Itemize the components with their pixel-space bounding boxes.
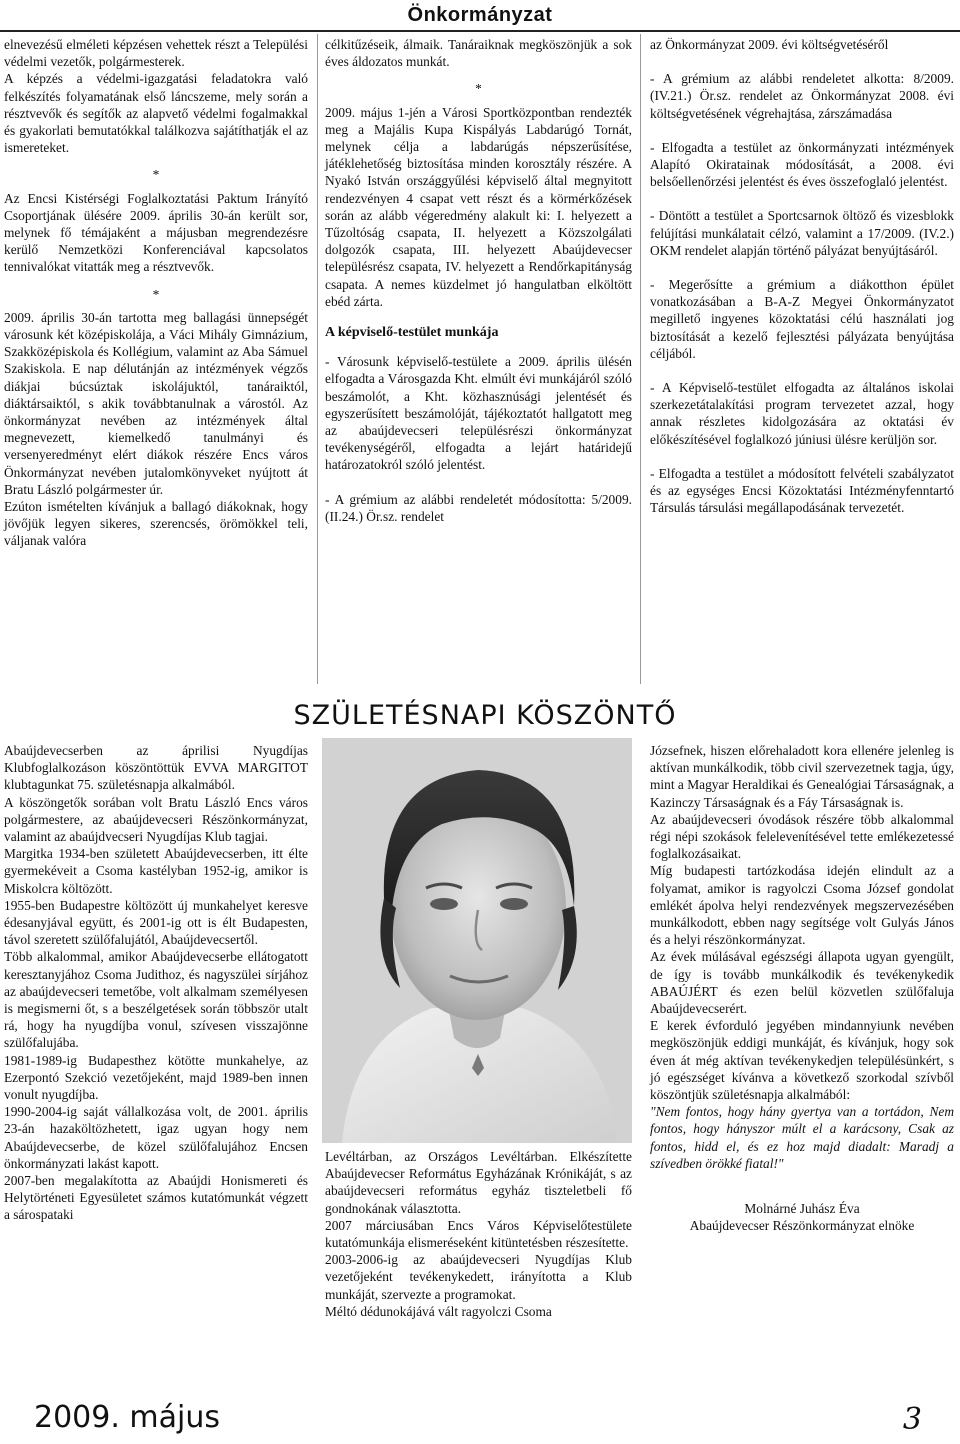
paragraph: az Önkormányzat 2009. évi költségvetéséről	[650, 37, 889, 52]
birthday-poem-quote: "Nem fontos, hogy hány gyertya van a tortádon, Nem fontos, hogy hányszor múlt el a karácsony, Csak az fontos, hidd el, és ez hoz majd diadalt: Maradj a szívedben örökké fiatal!"	[650, 1104, 954, 1171]
paragraph: 2007 márciusában Encs Város Képviselőtestülete kutatómunkája elismeréseként kitüntetésben részesítette.	[325, 1217, 632, 1251]
paragraph: 2003-2006-ig az abaújdevecseri Nyugdíjas Klub vezetőjeként tevékenykedett, irányította a Klub munkáját, szervezte a programokat.	[325, 1252, 632, 1302]
issue-date: 2009. május	[34, 1400, 221, 1435]
paragraph: 2009. április 30-án tartotta meg ballagási ünnepségét városunk két középiskolája, a Váci Mihály Gimnázium, Szakközépiskola és Kollégium, valamint az Aba Sámuel Szakiskola. E nap délutánján az intézmények végzős diákjai búcsúztak iskolájuktól, tanáraiktól, diáktársaiktól, s akik továbbtanulnak a várostól. Az önkormányzat nevében az intézmények által megnevezett, kiemelkedő tanulmányi és versenyeredményt elért diákok részére Encs város Önkormányzat nevében jutalomkönyveket nyújtott át Bratu László polgármester úr.	[4, 309, 308, 497]
paragraph: A köszöngetők sorában volt Bratu László Encs város polgármestere, az abaújdevecseri Részönkormányzat, valamint az abaújdvecseri Nyugdíjas Klub tagjai.	[4, 794, 308, 845]
separator-star: *	[475, 81, 482, 97]
column-divider	[640, 34, 641, 684]
paragraph: - Megerősítte a grémium a diákotthon épület vonatkozásában a B-A-Z Megyei Önkormányzatot megillető ingyenes közoktatási célú használati jog biztosítását a kezelő fejlesztési pályázata benyújtása céljából.	[650, 277, 954, 361]
paragraph: elnevezésű elméleti képzésen vehettek részt a Települési védelmi vezetők, polgármesterek.	[4, 37, 308, 70]
signature-role: Abaújdevecser Részönkormányzat elnöke	[689, 1218, 915, 1234]
paragraph: 1990-2004-ig saját vállalkozása volt, de 2001. április 23-án hazaköltözhetett, igaz ugyan hogy nem Abaújdevecserbe, de közel szülőfalujához Encsen önkormányzati lakást kapott.	[4, 1104, 308, 1171]
birthday-right-column	[650, 742, 954, 1234]
paragraph: Méltó dédunokájává vált ragyolczi Csoma	[325, 1303, 552, 1319]
portrait-photo	[322, 738, 632, 1143]
paragraph: 1981-1989-ig Budapesthez kötötte munkahelye, az Ezerpontó Szekció vezetőjeként, majd 1989-ben innen vonult nyugdíjba.	[4, 1052, 308, 1103]
top-right-column	[650, 36, 954, 516]
separator-star: *	[152, 286, 160, 302]
paragraph: Míg budapesti tartózkodása idején elindult az a folyamat, amikor is ragyolczi Csoma József gondolat emlékét ápolva helyi rendezvények megszervezésében munkálkodott, ebben nagy segítsége volt Gulyás János és a helyi részönkormányzat.	[650, 863, 954, 948]
section-title: Önkormányzat	[407, 4, 553, 26]
birthday-middle-column	[325, 1148, 632, 1320]
separator-star: *	[152, 167, 160, 183]
birthday-left-column	[4, 742, 308, 1224]
paragraph: Ezúton ismételten kívánjuk a ballagó diákoknak, hogy jövőjük legyen sikeres, szerencsés, örömökkel teli, váljanak valóra	[4, 499, 308, 549]
paragraph: A képzés a védelmi-igazgatási feladatokra való felkészítés folyamatának első láncszeme, mely során a résztvevők és segítők az alapvető védelmi fogalmakkal és gyakorlati bemutatókkal találkozva sajátíthatják el az ismereteket.	[4, 71, 308, 156]
top-middle-column	[325, 36, 632, 525]
header-rule	[0, 30, 960, 32]
top-left-column	[4, 36, 308, 550]
portrait-illustration	[322, 738, 632, 1143]
paragraph: Abaújdevecserben az áprilisi Nyugdíjas Klubfoglalkozáson köszöntöttük EVVA MARGITOT klubtagunkat 75. születésnapja alkalmából.	[4, 743, 308, 793]
paragraph: Az évek múlásával egészségi állapota ugyan gyengült, de így is tovább munkálkodik és tevékenykedik ABAÚJÉRT és ezen belül közvetlen szülőfaluja Abaújdevecserért.	[650, 949, 954, 1017]
paragraph: Józsefnek, hiszen előrehaladott kora ellenére jelenleg is aktívan munkálkodik, több civil szervezetnek tagja, úgy, mint a Magyar Heraldikai és Genealógiai Társaságnak, a Kazinczy Társaságnak és a Fáy Társaságnak is.	[650, 743, 954, 810]
paragraph: - Városunk képviselő-testülete a 2009. április ülésén elfogadta a Városgazda Kht. elmúlt évi munkájáról szóló beszámolót, a Kht. közhasznúsági jelentését és egyszerűsített beszámolóját, tájékoztatót hallgatott meg az abaújdevecseri településrészi önkormányzat tevékenységéről, elfogadta a lejárt határidejű határozatokról szóló jelentést.	[325, 354, 632, 473]
paragraph: Az abaújdevecseri óvodások részére több alkalommal régi népi szokások felelevenítésével tette emlékezetessé foglalkozásaikat.	[650, 811, 954, 862]
birthday-section-title: SZÜLETÉSNAPI KÖSZÖNTŐ	[293, 700, 677, 731]
paragraph: Levéltárban, az Országos Levéltárban. Elkészítette Abaújdevecser Református Egyházának Krónikáját, s az abaújdevecseri református egyház tiszteletbeli fő gondnokának választotta.	[325, 1149, 632, 1216]
paragraph: - Elfogadta a testület az önkormányzati intézmények Alapító Okiratainak módosítását, a 2008. évi belsőellenőrzési jelentést és éves összefoglaló jelentést.	[650, 139, 954, 190]
paragraph: Az Encsi Kistérségi Foglalkoztatási Paktum Irányító Csoportjának ülésére 2009. április 30-án került sor, melynek fő témájaként a májusban megrendezésre kerülő Nemzetközi Konferenciával kapcsolatos tennivalókat vitatták meg a résztvevők.	[4, 190, 308, 275]
paragraph: - A Képviselő-testület elfogadta az általános iskolai szerkezetátalakítási program tervezetet azzal, hogy annak részletes kidolgozására az oktatási év előkészítésével foglalkozó júniusi ülésre kerüljön sor.	[650, 380, 954, 447]
paragraph: 2007-ben megalakította az Abaújdi Honismereti és Helytörténeti Egyesületet számos kutatómunkát végzett a sárospataki	[4, 1173, 308, 1223]
signature-name: Molnárné Juhász Éva	[744, 1201, 860, 1217]
paragraph: - Elfogadta a testület a módosított felvételi szabályzatot és az egységes Encsi Közoktatási Intézményfenntartó Társulás társulási megállapodásának tervezetét.	[650, 465, 954, 516]
signature-block	[650, 1200, 954, 1234]
paragraph: 2009. május 1-jén a Városi Sportközpontban rendezték meg a Majális Kupa Kispályás Labdarúgó Tornát, melynek célja a labdarúgás népszerűsítése, játéklehetőség biztosítása minden korosztály részére. A Nyakó István országgyűlési képviselő által megnyitott rendezvényen 4 csapat vett részt és a körmérkőzések során az alább végeredmény alakult ki: I. helyezett a Tűzoltóság csapata, II. helyezett a Közszolgálati dolgozók csapata, III. helyezett Abaújdevecser településrész csapata, IV. helyezett a Rendőrkapitányság csapata. A nemes küzdelmet jó hangulatban elköltött ebéd zárta.	[325, 104, 632, 309]
paragraph: Margitka 1934-ben született Abaújdevecserben, itt élte gyermekéveit a Csoma kastélyban 1952-ig, amikor is Miskolcra költözött.	[4, 846, 308, 896]
column-divider	[317, 34, 318, 684]
paragraph: E kerek évforduló jegyében mindannyiunk nevében megköszönjük eddigi munkáját, és kívánjuk, hogy sok éven át még aktívan tevékenykedjen településünkért, s jó egészséget kívánva a következő szorkodal szívből köszöntjük születésnapja alkalmából:	[650, 1018, 954, 1103]
page-number: 3	[902, 1402, 922, 1437]
paragraph: - Döntött a testület a Sportcsarnok öltöző és vizesblokk felújítási munkálatait célzó, valamint a 17/2009. (IV.2.) OKM rendelet alapján történő pályázat benyújtásáról.	[650, 208, 954, 258]
paragraph: 1955-ben Budapestre költözött új munkahelyet keresve édesanyjával együtt, és 2001-ig ott is élt Budapesten, távol szeretett szülőfalujától, Abaújdevecsertől.	[4, 897, 308, 948]
paragraph: célkitűzéseik, álmaik. Tanáraiknak megköszönjük a sok éves áldozatos munkát.	[325, 37, 632, 70]
paragraph: - A grémium az alábbi rendeletét módosította: 5/2009. (II.24.) Ör.sz. rendelet	[325, 491, 632, 524]
section-subheading: A képviselő-testület munkája	[325, 325, 499, 341]
paragraph: - A grémium az alábbi rendeletet alkotta: 8/2009. (IV.21.) Ör.sz. rendelet az Önkormányzat 2008. évi költségvetésének végrehajtása, zárszámadása	[650, 71, 954, 121]
paragraph: Több alkalommal, amikor Abaújdevecserbe ellátogatott keresztanyjához Csoma Judithoz, és nagyszülei sírjához az abaújdevecseri temetőbe, volt alkalmam személyesen is megismerni őt, s a beszélgetések során többször utalt rá, hogy ha nyugdíjba vonul, szívesen visszajönne szülőfalujába.	[4, 949, 308, 1051]
